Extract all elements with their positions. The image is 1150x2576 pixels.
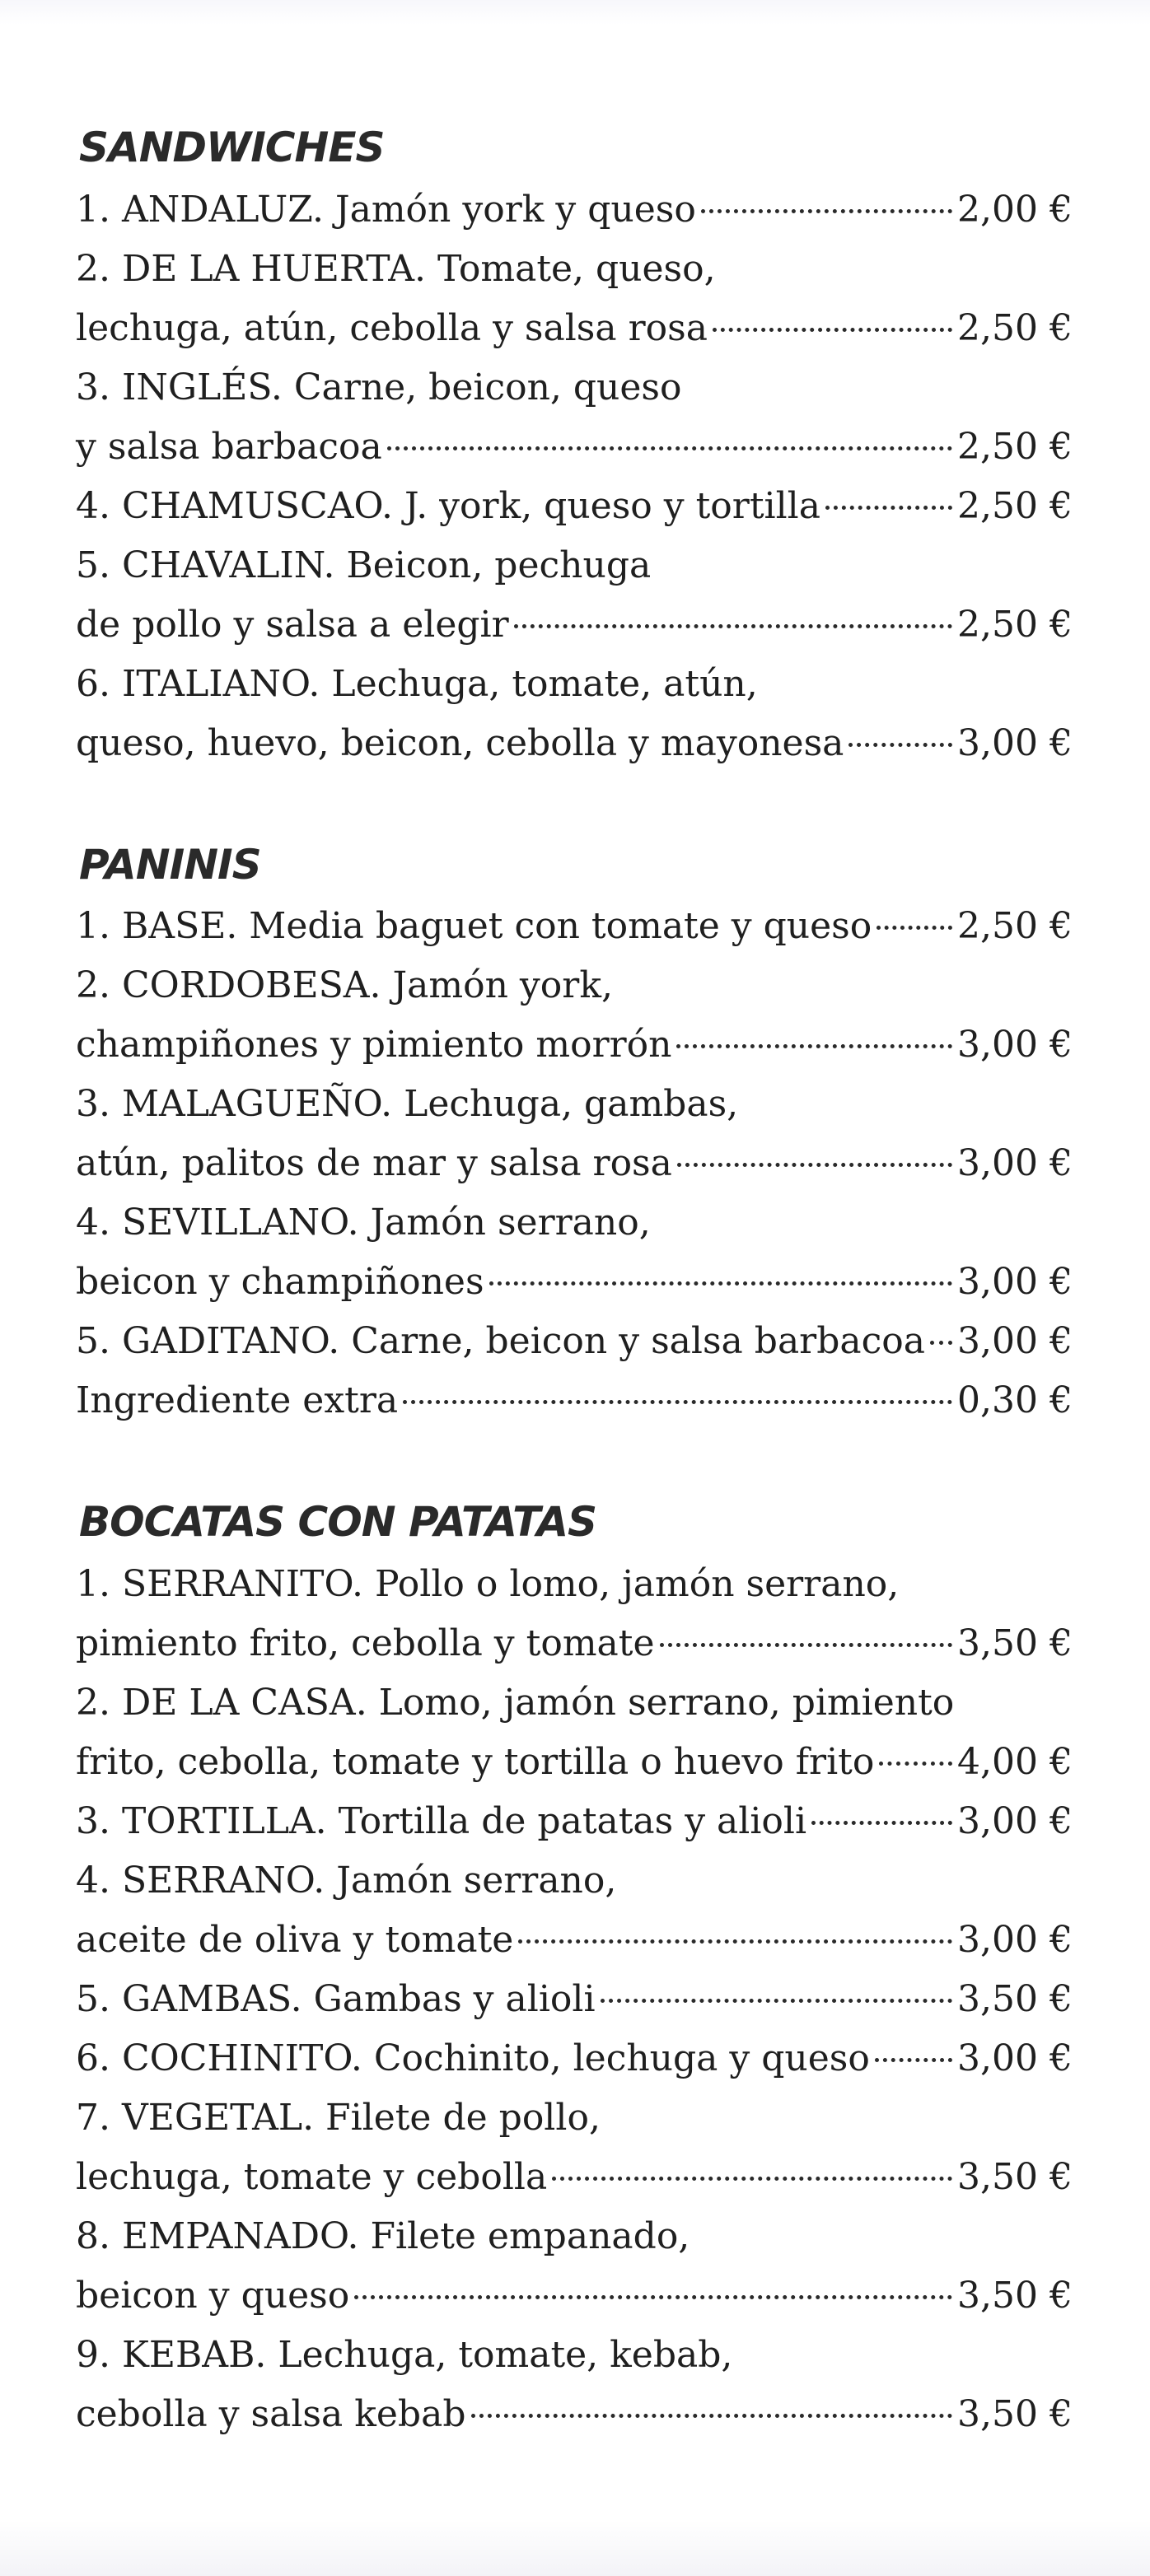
menu-item-price: 3,50 € — [957, 2274, 1073, 2317]
menu-item — [76, 1792, 1073, 1851]
menu-item-desc-line — [76, 655, 1073, 714]
menu-item-text: frito, cebolla, tomate y tortilla o huevo frito — [76, 1740, 875, 1783]
menu-item-text: 9. KEBAB. Lechuga, tomate, kebab, — [76, 2333, 733, 2376]
menu-item-price-line — [76, 1371, 1073, 1430]
menu-item-price: 2,00 € — [957, 188, 1073, 231]
menu-item — [76, 240, 1073, 358]
menu-item-text: 3. INGLÉS. Carne, beicon, queso — [76, 366, 682, 408]
dot-leader — [930, 1341, 952, 1345]
menu-item-text: champiñones y pimiento morrón — [76, 1024, 672, 1066]
menu-item-desc-line — [76, 2088, 1073, 2148]
section-title: BOCATAS CON PATATAS — [79, 1498, 597, 1546]
dot-leader — [848, 743, 952, 747]
menu-item-price-line — [76, 1911, 1073, 1970]
menu-item-price-line — [76, 1733, 1073, 1792]
menu-item-price-line — [76, 2029, 1073, 2088]
menu-item-text: 1. SERRANITO. Pollo o lomo, jamón serrano, — [76, 1562, 900, 1605]
menu-item-price-line — [76, 1253, 1073, 1312]
dot-leader — [660, 1643, 953, 1647]
menu-item-price: 3,00 € — [957, 1320, 1073, 1362]
menu-item — [76, 1193, 1073, 1312]
menu-item-price: 3,50 € — [957, 1622, 1073, 1664]
menu-item-text: 3. TORTILLA. Tortilla de patatas y alioli — [76, 1799, 807, 1842]
menu-item-text: 1. BASE. Media baguet con tomate y queso — [76, 905, 872, 947]
menu-item-text: 6. ITALIANO. Lechuga, tomate, atún, — [76, 662, 758, 705]
menu-item-desc-line — [76, 1555, 1073, 1614]
menu-item-text: 2. DE LA CASA. Lomo, jamón serrano, pimiento — [76, 1681, 955, 1724]
menu-item — [76, 655, 1073, 773]
menu-item-price-line — [76, 1792, 1073, 1851]
menu-item-text: 5. GAMBAS. Gambas y alioli — [76, 1977, 596, 2020]
menu-item — [76, 1075, 1073, 1193]
menu-item-desc-line — [76, 2207, 1073, 2266]
dot-leader — [552, 2177, 952, 2181]
menu-item-desc-line — [76, 240, 1073, 299]
menu-item — [76, 897, 1073, 956]
menu-item-desc-line — [76, 1851, 1073, 1911]
menu-item-text: 4. SERRANO. Jamón serrano, — [76, 1859, 617, 1902]
dot-leader — [875, 2058, 952, 2062]
dot-leader — [601, 1999, 953, 2003]
menu-item-text: 7. VEGETAL. Filete de pollo, — [76, 2096, 601, 2139]
dot-leader — [879, 1762, 952, 1766]
menu-item — [76, 2326, 1073, 2444]
menu-item-desc-line — [76, 536, 1073, 595]
menu-item-price-line — [76, 180, 1073, 240]
menu-item — [76, 1970, 1073, 2029]
dot-leader — [471, 2414, 953, 2418]
dot-leader — [713, 328, 952, 332]
menu-item-price: 3,50 € — [957, 1977, 1073, 2020]
menu-item-price: 4,00 € — [957, 1740, 1073, 1783]
menu-item-price-line — [76, 595, 1073, 655]
menu-item-text: beicon y champiñones — [76, 1261, 484, 1303]
menu-item — [76, 358, 1073, 477]
menu-item-text: queso, huevo, beicon, cebolla y mayonesa — [76, 721, 844, 764]
menu-item — [76, 1673, 1073, 1792]
menu-item-text: atún, palitos de mar y salsa rosa — [76, 1142, 672, 1184]
menu-item-price-line — [76, 897, 1073, 956]
menu-item-price: 3,00 € — [957, 1024, 1073, 1066]
menu-item — [76, 1555, 1073, 1673]
menu-item-desc-line — [76, 358, 1073, 418]
menu-item-text: 2. DE LA HUERTA. Tomate, queso, — [76, 247, 716, 290]
menu-item — [76, 180, 1073, 240]
dot-leader — [701, 209, 952, 213]
menu-item-desc-line — [76, 956, 1073, 1015]
menu-item-desc-line — [76, 1673, 1073, 1733]
menu-item-text: lechuga, atún, cebolla y salsa rosa — [76, 306, 708, 349]
menu-item-price: 3,00 € — [957, 1142, 1073, 1184]
menu-item-text: lechuga, tomate y cebolla — [76, 2155, 548, 2198]
menu-item-price: 3,00 € — [957, 1261, 1073, 1303]
section-title: SANDWICHES — [79, 124, 385, 171]
section-title: PANINIS — [79, 840, 261, 889]
menu-item-price: 3,50 € — [957, 2155, 1073, 2198]
menu-item-price: 0,30 € — [957, 1379, 1073, 1421]
menu-item-price-line — [76, 1614, 1073, 1673]
menu-item-text: aceite de oliva y tomate — [76, 1918, 514, 1961]
menu-item-text: 2. CORDOBESA. Jamón york, — [76, 964, 613, 1006]
menu-item-price-line — [76, 1970, 1073, 2029]
dot-leader — [811, 1821, 952, 1825]
menu-item-price-line — [76, 299, 1073, 358]
menu-item-price: 2,50 € — [957, 484, 1073, 527]
menu-item-text: 4. SEVILLANO. Jamón serrano, — [76, 1202, 651, 1244]
menu-item-price: 3,50 € — [957, 2392, 1073, 2435]
menu-item-text: 6. COCHINITO. Cochinito, lechuga y queso — [76, 2037, 870, 2079]
menu-item-text: beicon y queso — [76, 2274, 350, 2317]
section-sandwiches — [76, 122, 1073, 773]
menu-item-price-line — [76, 2385, 1073, 2444]
dot-leader — [489, 1281, 953, 1286]
dot-leader — [676, 1044, 952, 1048]
menu-item-price: 3,00 € — [957, 721, 1073, 764]
menu-item-desc-line — [76, 1193, 1073, 1253]
menu-item-text: 4. CHAMUSCAO. J. york, queso y tortilla — [76, 484, 820, 527]
menu-item — [76, 2088, 1073, 2207]
menu-item-text: de pollo y salsa a elegir — [76, 603, 509, 646]
menu-item — [76, 536, 1073, 655]
menu-item-text: Ingrediente extra — [76, 1379, 399, 1421]
menu-item-text: 1. ANDALUZ. Jamón york y queso — [76, 188, 696, 231]
menu-item — [76, 2029, 1073, 2088]
menu-item-text: cebolla y salsa kebab — [76, 2392, 466, 2435]
menu-item — [76, 477, 1073, 536]
dot-leader — [825, 506, 952, 510]
menu-item-price-line — [76, 714, 1073, 773]
menu-item — [76, 2207, 1073, 2326]
menu-item-price: 2,50 € — [957, 603, 1073, 646]
dot-leader — [677, 1163, 952, 1167]
menu-item — [76, 1371, 1073, 1430]
menu-item-price: 2,50 € — [957, 425, 1073, 468]
dot-leader — [354, 2295, 952, 2299]
section-paninis — [76, 839, 1073, 1431]
menu-item-text: 5. CHAVALIN. Beicon, pechuga — [76, 544, 652, 586]
dot-leader — [403, 1400, 952, 1404]
dot-leader — [514, 624, 952, 628]
menu-item-text: 3. MALAGUEÑO. Lechuga, gambas, — [76, 1083, 739, 1125]
menu-item-price-line — [76, 2148, 1073, 2207]
menu-item-price: 2,50 € — [957, 905, 1073, 947]
section-bocatas-con-patatas — [76, 1496, 1073, 2444]
menu-item-price: 3,00 € — [957, 2037, 1073, 2079]
menu-item-price-line — [76, 477, 1073, 536]
menu-item-price-line — [76, 1015, 1073, 1075]
menu-item-price: 3,00 € — [957, 1799, 1073, 1842]
menu-item-price-line — [76, 1312, 1073, 1371]
dot-leader — [518, 1939, 952, 1944]
menu-page — [76, 122, 1073, 2510]
menu-item-price: 3,00 € — [957, 1918, 1073, 1961]
menu-item — [76, 1312, 1073, 1371]
dot-leader — [877, 926, 952, 930]
menu-item-text: 8. EMPANADO. Filete empanado, — [76, 2214, 690, 2257]
menu-item-text: 5. GADITANO. Carne, beicon y salsa barbacoa — [76, 1320, 925, 1362]
menu-item — [76, 956, 1073, 1075]
menu-item-text: pimiento frito, cebolla y tomate — [76, 1622, 655, 1664]
menu-item-price-line — [76, 2266, 1073, 2326]
dot-leader — [387, 446, 952, 450]
menu-item — [76, 1851, 1073, 1970]
menu-item-price-line — [76, 1134, 1073, 1193]
menu-item-price: 2,50 € — [957, 306, 1073, 349]
menu-item-desc-line — [76, 1075, 1073, 1134]
menu-item-price-line — [76, 418, 1073, 477]
menu-item-desc-line — [76, 2326, 1073, 2385]
menu-item-text: y salsa barbacoa — [76, 425, 382, 468]
